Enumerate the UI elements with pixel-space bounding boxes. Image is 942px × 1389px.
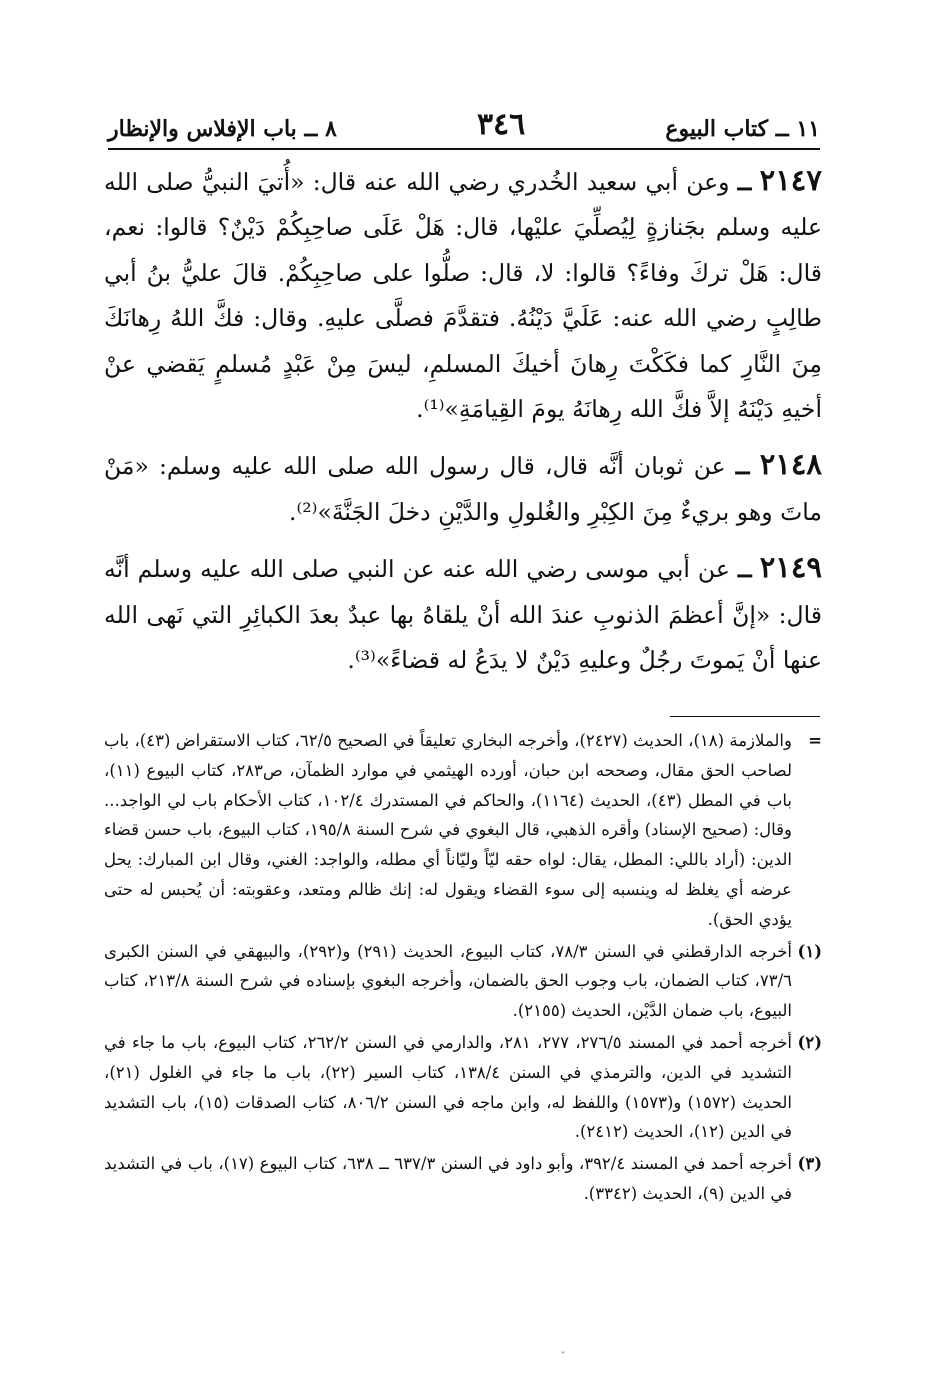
running-header — [108, 98, 820, 142]
hadith-dash: ــ — [735, 452, 750, 481]
section-title: ٨ ــ باب الإفلاس والإنظار — [108, 116, 337, 142]
footnote-continued — [104, 726, 822, 935]
footnote-2 — [104, 1028, 822, 1147]
hadith-text: عن ثوبان أنَّه قال، قال رسول الله صلى الله عليه وسلم: «مَنْ ماتَ وهو بريءٌ مِنَ الكِبْرِ والغُلولِ والدَّيْنِ دخلَ الجَنَّةَ»⁽²⁾. — [104, 452, 822, 526]
hadith-2148 — [104, 442, 822, 535]
hadith-text: عن أبي موسى رضي الله عنه عن النبي صلى الله عليه وسلم أنَّه قال: «إنَّ أعظمَ الذنوبِ عندَ الله أنْ يلقاهُ بها عبدٌ بعدَ الكبائِرِ التي نَهى الله عنها أنْ يَموتَ رجُلٌ وعليهِ دَيْنٌ لا يدَعُ له قضاءً»⁽³⁾. — [104, 555, 822, 675]
page-number: ٣٤٦ — [476, 107, 526, 142]
header-rule — [108, 148, 820, 150]
footnote-rule — [670, 716, 820, 717]
hadith-dash: ــ — [737, 168, 752, 196]
hadith-2149 — [104, 545, 822, 683]
hadith-text: وعن أبي سعيد الخُدري رضي الله عنه قال: «أُتيَ النبيُّ صلى الله عليه وسلم بجَنازةٍ لِيُصلِّيَ عليْها، قال: هَلْ عَلَى صاحِبِكُمْ دَيْنٌ؟ قالوا: نعم، قال: هَلْ تركَ وفاءً؟ قالوا: لا، قال: صلُّوا على صاحِبِكُمْ. قالَ عليُّ بنُ أبي طالِبٍ رضي الله عنه: عَلَيَّ دَيْنُهُ. فتقدَّمَ فصلَّى عليهِ. وقال: فكَّ اللهُ رِهانَكَ مِنَ النَّارِ كما فكَكْتَ رِهانَ أخيكَ المسلمِ، ليسَ مِنْ عَبْدٍ مُسلمٍ يَقضي عنْ أخيهِ دَيْنَهُ إلاَّ فكَّ الله رِهانَهُ يومَ القِيامَةِ»⁽¹⁾. — [104, 168, 822, 424]
bottom-mark: ˇ — [560, 1350, 566, 1364]
hadith-number: ٢١٤٧ — [759, 163, 822, 197]
hadith-2147 — [104, 158, 822, 432]
footnote-marker: = — [808, 731, 822, 750]
footnote-text: أخرجه أحمد في المسند ٣٩٢/٤، وأبو داود في السنن ٦٣٧/٣ ــ ٦٣٨، كتاب البيوع (١٧)، باب في التشديد في الدين (٩)، الحديث (٣٣٤٢). — [104, 1154, 792, 1203]
footnotes — [104, 726, 822, 1209]
footnote-marker: (١) — [797, 941, 822, 961]
footnote-text: أخرجه الدارقطني في السنن ٧٨/٣، كتاب البيوع، الحديث (٢٩١) و(٢٩٢)، والبيهقي في السنن الكبرى ٧٣/٦، كتاب الضمان، باب وجوب الحق بالضمان، وأخرجه البغوي بإسناده في شرح السنة ٢١٣/٨، كتاب البيوع، باب ضمان الدَّيْن، الحديث (٢١٥٥). — [104, 941, 793, 1021]
footnote-text: والملازمة (١٨)، الحديث (٢٤٢٧)، وأخرجه البخاري تعليقاً في الصحيح ٦٢/٥، كتاب الاستقراض (٤٣)، باب لصاحب الحق مقال، وصححه ابن حبان، أورده الهيثمي في موارد الظمآن، ص٢٨٣، كتاب البيوع (١١)، باب في المطل (٤٣)، الحديث (١١٦٤)، والحاكم في المستدرك ١٠٢/٤، كتاب الأحكام باب لي الواجد... وقال: (صحيح الإسناد) وأقره الذهبي، قال البغوي في شرح السنة ١٩٥/٨، كتاب البيوع، باب حسن قضاء الدين: (أراد باللي: المطل، يقال: لواه حقه ليّاً وليّاناً أي مطله، والواجد: الغني، وقال ابن المبارك: يحل عرضه أي يغلظ له وينسبه إلى سوء القضاء ويقول له: إنك ظالم ومتعد، وعقوبته: أن يُحبس له حتى يؤدي الحق). — [104, 731, 792, 929]
footnote-text: أخرجه أحمد في المسند ٢٧٦/٥، ٢٧٧، ٢٨١، والدارمي في السنن ٢٦٢/٢، كتاب البيوع، باب ما جاء في التشديد في الدين، والترمذي في السنن ١٣٨/٤، كتاب السير (٢٢)، باب ما جاء في الغلول (٢١)، الحديث (١٥٧٢) و(١٥٧٣) واللفظ له، وابن ماجه في السنن ٨٠٦/٢، كتاب الصدقات (١٥)، باب التشديد في الدين (١٢)، الحديث (٢٤١٢). — [104, 1032, 793, 1142]
chapter-title: ١١ ــ كتاب البيوع — [665, 116, 820, 142]
hadith-number: ٢١٤٩ — [759, 550, 822, 585]
footnote-3 — [104, 1149, 822, 1209]
footnote-marker: (٣) — [797, 1154, 822, 1174]
footnote-marker: (٢) — [797, 1032, 822, 1052]
main-text — [104, 158, 822, 683]
hadith-dash: ــ — [737, 555, 752, 584]
footnote-1 — [104, 937, 822, 1026]
hadith-number: ٢١٤٨ — [759, 447, 822, 482]
